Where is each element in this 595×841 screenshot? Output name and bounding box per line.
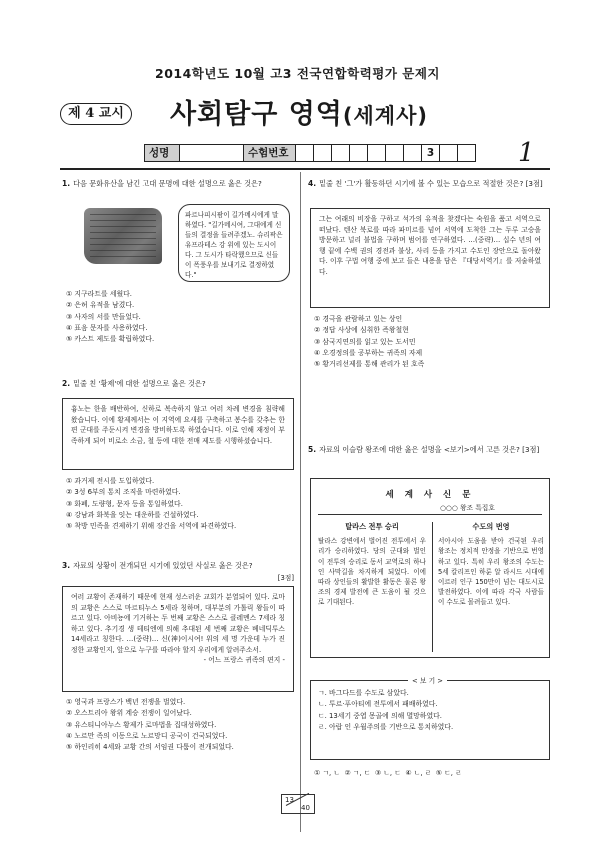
page-current: 13 xyxy=(285,796,294,804)
q5-number: 5. xyxy=(308,445,317,454)
bogi-item: ㄴ. 투르·푸아티에 전투에서 패배하였다. xyxy=(318,700,438,709)
question-4 xyxy=(308,178,550,190)
q2-options xyxy=(66,476,236,532)
article-1-title: 탈라스 전투 승리 xyxy=(345,522,399,531)
exam-title: 2014학년도 10월 고3 전국연합학력평가 문제지 xyxy=(155,66,440,81)
name-label: 성명 xyxy=(144,144,180,162)
q1-option[interactable]: ④ 표음 문자를 사용하였다. xyxy=(66,323,148,332)
page-total: 40 xyxy=(301,804,310,812)
name-field xyxy=(180,144,244,162)
q4-text: 밑줄 친 '그'가 활동하던 시기에 볼 수 있는 모습으로 적절한 것은? xyxy=(319,179,524,188)
q3-points: [3점] xyxy=(277,574,294,582)
q1-option[interactable]: ③ 사자의 서를 만들었다. xyxy=(66,312,141,321)
q2-option[interactable]: ① 과거제 전시를 도입하였다. xyxy=(66,477,155,485)
q5-options[interactable]: ① ㄱ, ㄴ ② ㄱ, ㄷ ③ ㄴ, ㄷ ④ ㄴ, ㄹ ⑤ ㄷ, ㄹ xyxy=(314,769,462,777)
exam-no-cell xyxy=(314,144,332,162)
q1-option[interactable]: ⑤ 카스트 제도를 확립하였다. xyxy=(66,335,155,344)
q2-option[interactable]: ② 3성 6부의 통치 조직을 마련하였다. xyxy=(66,488,181,497)
q5-text: 자료의 이슬람 왕조에 대한 옳은 설명을 <보기>에서 고른 것은? xyxy=(319,445,520,454)
page-counter xyxy=(281,794,315,814)
q4-number: 4. xyxy=(308,179,317,188)
subject-sub: (세계사) xyxy=(342,104,428,128)
q1-options xyxy=(66,289,154,345)
newspaper-column-divider xyxy=(432,522,433,652)
subject-main: 사회탐구 영역 xyxy=(170,99,343,130)
q4-options xyxy=(314,314,424,370)
q2-number: 2. xyxy=(62,379,71,388)
q4-option[interactable]: ② 정답 사상에 심취한 즉왕철현 xyxy=(314,326,409,335)
q1-option[interactable]: ② 은허 유적을 남겼다. xyxy=(66,301,135,310)
exam-no-label: 수험번호 xyxy=(244,144,296,162)
q2-source-box: 흉노는 한을 배반하여, 신하로 복속하지 않고 여러 차례 변경을 침략해 왔습니다. 이에 황제께서는 이 지역에 요새를 구축하고 봉수를 갖추는 한편 군대를 주둔시켜 변경을 방비하도록 하였습니다. 이로 인해 재정이 부족하게 되어 비로소 소금, 철 등에 대한 전매 제도를 시행하셨습니다. xyxy=(62,398,294,470)
newspaper-rule xyxy=(318,514,542,515)
q3-option[interactable]: ⑤ 하인리히 4세와 교황 간의 서임권 다툼이 전개되었다. xyxy=(66,743,234,752)
exam-no-cell xyxy=(386,144,404,162)
article-2-text: 서아시아 도움을 받아 건국된 우리 왕조는 정치적 안정을 기반으로 번영하고 있다. 특히 우리 왕조의 수도는 5세 칼리프인 하룬 알 라시드 시대에 이르러 인구 150만이 넘는 대도시로 발전하였다. 이에 따라 각국 사람들이 수도로 몰려들고 있다. xyxy=(438,537,544,607)
q1-text: 다음 문화유산을 남긴 고대 문명에 대한 설명으로 옳은 것은? xyxy=(73,179,262,188)
q3-text: 자료의 상황이 전개되던 시기에 있었던 사실로 옳은 것은? xyxy=(73,561,253,570)
news-article-2 xyxy=(438,522,544,608)
exam-no-cell xyxy=(332,144,350,162)
q4-option[interactable]: ④ 오경정의를 공부하는 귀족의 자제 xyxy=(314,348,423,357)
q3-option[interactable]: ② 오스트리아 왕위 계승 전쟁이 일어났다. xyxy=(66,709,192,718)
q1-number: 1. xyxy=(62,179,71,188)
article-1-text: 탈라스 강변에서 벌어진 전투에서 우리가 승리하였다. 당의 군대와 벌인 이 전투의 승리로 동서 교역로의 하나인 사막길을 차지하게 되었다. 이에 따라 상인들의 활발한 활동은 물론 왕조의 경제 발전에 큰 도움이 될 것으로 기대된다. xyxy=(318,537,426,607)
q3-option[interactable]: ③ 유스티니아누스 황제가 로마법을 집대성하였다. xyxy=(66,720,217,729)
exam-no-cell xyxy=(296,144,314,162)
bogi-items xyxy=(318,688,453,733)
bogi-item: ㄱ. 바그다드를 수도로 삼았다. xyxy=(318,689,409,697)
bogi-label: < 보 기 > xyxy=(408,675,447,685)
question-2 xyxy=(62,378,294,390)
q1-option[interactable]: ① 지구라트를 세웠다. xyxy=(66,290,132,298)
info-row xyxy=(144,144,476,162)
q2-option[interactable]: ⑤ 착방 민족을 견제하기 위해 장건을 서역에 파견하였다. xyxy=(66,522,237,531)
period-badge: 제 4 교시 xyxy=(60,103,132,125)
q4-option[interactable]: ③ 삼국지연의를 읽고 있는 도서민 xyxy=(314,337,416,346)
q1-speech-bubble: 파르나피시팜이 길가메시에게 말하였다. "길가메시여, 그대에게 신들의 결정을 들려주겠노. 슈리팍은 유프라테스 강 위에 있는 도시이다. 그 도시가 타락했으므로 신들이 폭풍우를 보내기로 결정하였다." xyxy=(178,204,290,282)
q3-option[interactable]: ① 영국과 프랑스가 백년 전쟁을 벌였다. xyxy=(66,698,186,706)
subject-title xyxy=(170,92,428,131)
exam-no-cell xyxy=(458,144,476,162)
exam-no-cell xyxy=(440,144,458,162)
column-divider xyxy=(300,172,301,832)
q2-text: 밑줄 친 '황제'에 대한 설명으로 옳은 것은? xyxy=(73,379,206,388)
q3-source: - 어느 프랑스 귀족의 편지 - xyxy=(203,656,285,664)
question-1 xyxy=(62,178,294,190)
exam-no-digit: 3 xyxy=(422,144,440,162)
q3-option[interactable]: ④ 노르만 족의 이동으로 노르망디 공국이 건국되었다. xyxy=(66,731,228,740)
q4-points: [3점] xyxy=(525,179,543,188)
question-3 xyxy=(62,560,294,572)
tablet-inscription xyxy=(90,214,156,258)
bogi-item: ㄷ. 13세기 중엽 몽골에 의해 멸망하였다. xyxy=(318,711,442,720)
question-5 xyxy=(308,444,550,456)
q3-letter: 여러 교황이 존재하기 때문에 현재 성스러운 교회가 분열되어 있다. 로마의 교황은 스스로 마르티누스 5세라 칭하며, 대부분의 가톨릭 왕들이 따르고 있다. 아비뇽에 기거하는 두 번째 교황은 스스로 클레멘스 7세라 칭하고 있다. 추기경 생 테티엔에 의해 추대된 세 번째 교황은 베네딕투스 14세라고 칭한다. …(중략)… 신(神)이시여! 위의 세 명 가운데 누가 진정한 교황인지, 앞으로 누구를 따라야 할지 우리에게 알려주소서. xyxy=(71,593,285,654)
header-rule xyxy=(60,168,550,170)
article-2-title: 수도의 번영 xyxy=(472,522,510,531)
page-number: 1 xyxy=(518,138,535,168)
q2-option[interactable]: ③ 화폐, 도량형, 문자 등을 통일하였다. xyxy=(66,499,183,508)
q4-option[interactable]: ① 경극을 관람하고 있는 상인 xyxy=(314,315,403,323)
q4-source-box: 그는 여래의 비장을 구하고 석가의 유적을 찾겠다는 숙원을 품고 서역으로 떠났다. 텐산 북로를 따라 파미르를 넘어 서역에 도착한 그는 두루 고승을 방문하고 널리 불법을 구하며 범어를 연구하였다. …(중략)… 십수 년의 여행 끝에 수백 권의 경전과 불상, 사리 등을 가지고 수도인 장안으로 돌아왔다. 이후 구법 여행 중에 보고 들은 내용을 담은 『대당서역기』를 저술하였다. xyxy=(310,208,550,308)
newspaper-reporter: ○○○ 왕조 특집호 xyxy=(440,504,495,512)
q3-source-box xyxy=(62,586,294,692)
q4-option[interactable]: ⑤ 황거리선제를 통해 관리가 된 호족 xyxy=(314,360,425,369)
exam-no-cell xyxy=(368,144,386,162)
bogi-item: ㄹ. 아랍 인 우월주의를 기반으로 통치하였다. xyxy=(318,722,454,731)
q2-option[interactable]: ④ 강남과 화북을 잇는 대운하를 건설하였다. xyxy=(66,510,199,519)
q3-number: 3. xyxy=(62,561,71,570)
newspaper-title: 세 계 사 신 문 xyxy=(385,490,475,500)
q5-points: [3점] xyxy=(522,445,540,454)
q3-options xyxy=(66,697,234,753)
exam-no-cell xyxy=(404,144,422,162)
news-article-1 xyxy=(318,522,426,608)
exam-no-cell xyxy=(350,144,368,162)
